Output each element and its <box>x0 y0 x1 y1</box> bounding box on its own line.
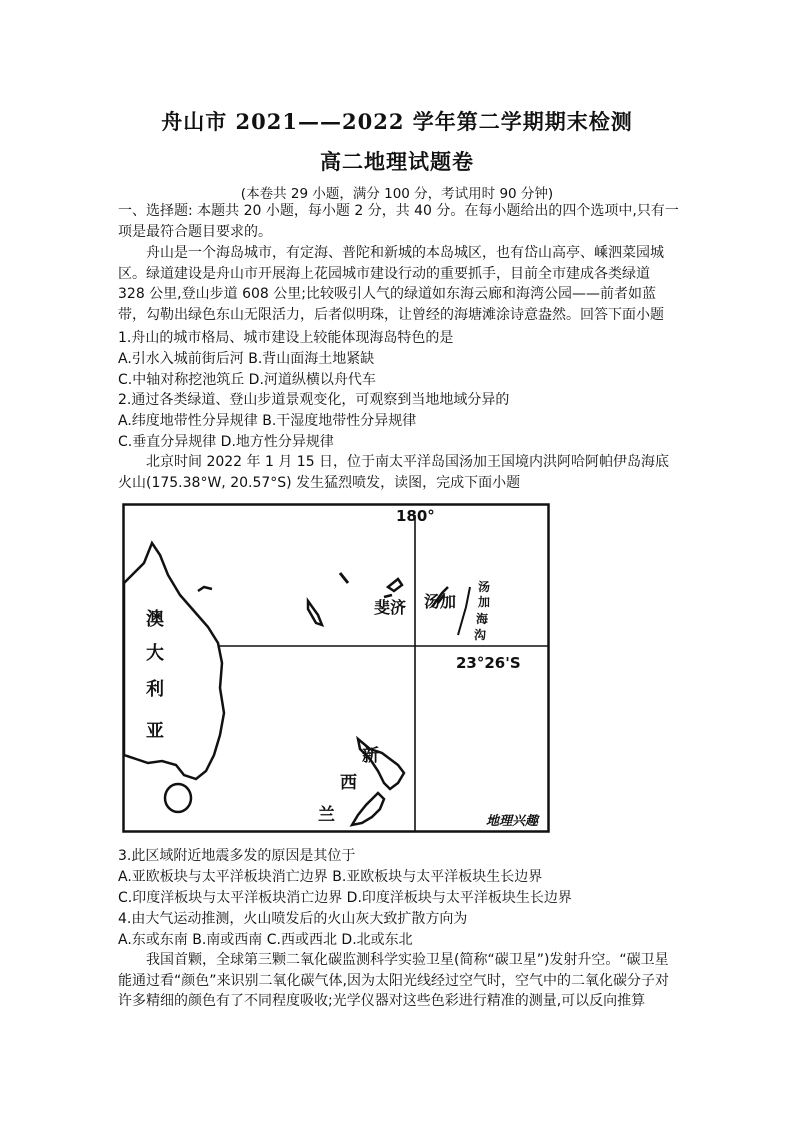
exam-subtitle: 高二地理试题卷 <box>320 149 474 174</box>
australia-label-3: 利 <box>146 679 164 700</box>
longitude-label: 180° <box>396 507 435 525</box>
trench-label-4: 沟 <box>474 628 487 642</box>
nz-label-2: 西 <box>340 773 357 793</box>
exam-info: (本卷共 29 小题，满分 100 分，考试用时 90 分钟) <box>240 186 554 202</box>
nz-label-1: 新 <box>362 746 379 766</box>
trench-label-1: 汤 <box>478 580 491 594</box>
exam-title: 舟山市 2021——2022 学年第二学期期末检测 <box>161 109 633 134</box>
watermark-text: 地理兴趣 <box>486 814 539 829</box>
tasmania-island <box>165 784 191 812</box>
question-4-stem: 4.由大气运动推测，火山喷发后的火山灰大致扩散方向为 <box>118 911 468 927</box>
question-4-options: A.东或东南 B.南或西南 C.西或西北 D.北或东北 <box>118 932 413 948</box>
tonga-region-map <box>122 503 550 833</box>
fiji-label: 斐济 <box>374 598 407 617</box>
trench-label-3: 海 <box>476 612 489 626</box>
section-instructions: 一、选择题: 本题共 20 小题，每小题 2 分，共 40 分。在每小题给出的四个选项中,只有一项是最符合题目要求的。 <box>118 203 679 240</box>
question-2-options-ab: A.纬度地带性分异规律 B.干湿度地带性分异规律 <box>118 413 417 429</box>
question-1-stem: 1.舟山的城市格局、城市建设上较能体现海岛特色的是 <box>118 330 454 346</box>
passage-tonga: 北京时间 2022 年 1 月 15 日，位于南太平洋岛国汤加王国境内洪阿哈阿帕伊岛海底火山(175.38°W, 20.57°S) 发生猛烈喷发，读图，完成下面小题 <box>118 454 670 491</box>
australia-label-2: 大 <box>146 643 164 664</box>
tonga-label: 汤加 <box>424 592 457 611</box>
question-2-stem: 2.通过各类绿道、登山步道景观变化，可观察到当地地域分异的 <box>118 392 510 408</box>
question-2-options-cd: C.垂直分异规律 D.地方性分异规律 <box>118 434 334 450</box>
question-1-options-ab: A.引水入城前街后河 B.背山面海土地紧缺 <box>118 351 375 367</box>
australia-label-4: 亚 <box>146 721 164 742</box>
australia-label-1: 澳 <box>146 609 164 630</box>
question-3-options-cd: C.印度洋板块与太平洋板块消亡边界 D.印度洋板块与太平洋板块生长边界 <box>118 890 572 906</box>
question-3-stem: 3.此区域附近地震多发的原因是其位于 <box>118 848 356 864</box>
question-1-options-cd: C.中轴对称挖池筑丘 D.河道纵横以舟代车 <box>118 372 376 388</box>
question-3-options-ab: A.亚欧板块与太平洋板块消亡边界 B.亚欧板块与太平洋板块生长边界 <box>118 869 543 885</box>
passage-zhoushan: 舟山是一个海岛城市，有定海、普陀和新城的本岛城区，也有岱山高亭、嵊泗菜园城区。绿道建设是舟山市开展海上花园城市建设行动的重要抓手，目前全市建成各类绿道 328 公里,登山步道 608 公里;比较吸引人气的绿道如东海云廊和海湾公园——前者如蓝带，勾勒出绿色东山无限活力，后者似明珠，让曾经的海塘滩涂诗意盎然。回答下面小题 <box>118 245 664 323</box>
nz-label-3: 兰 <box>318 805 335 825</box>
trench-label-2: 加 <box>478 595 491 609</box>
passage-carbon-satellite: 我国首颗，全球第三颗二氧化碳监测科学实验卫星(简称“碳卫星”)发射升空。“碳卫星能通过看“颜色”来识别二氧化碳气体,因为太阳光线经过空气时，空气中的二氧化碳分子对许多精细的颜色有了不同程度吸收;光学仪器对这些色彩进行精准的测量,可以反向推算 <box>118 952 669 1010</box>
latitude-label: 23°26'S <box>456 654 521 672</box>
